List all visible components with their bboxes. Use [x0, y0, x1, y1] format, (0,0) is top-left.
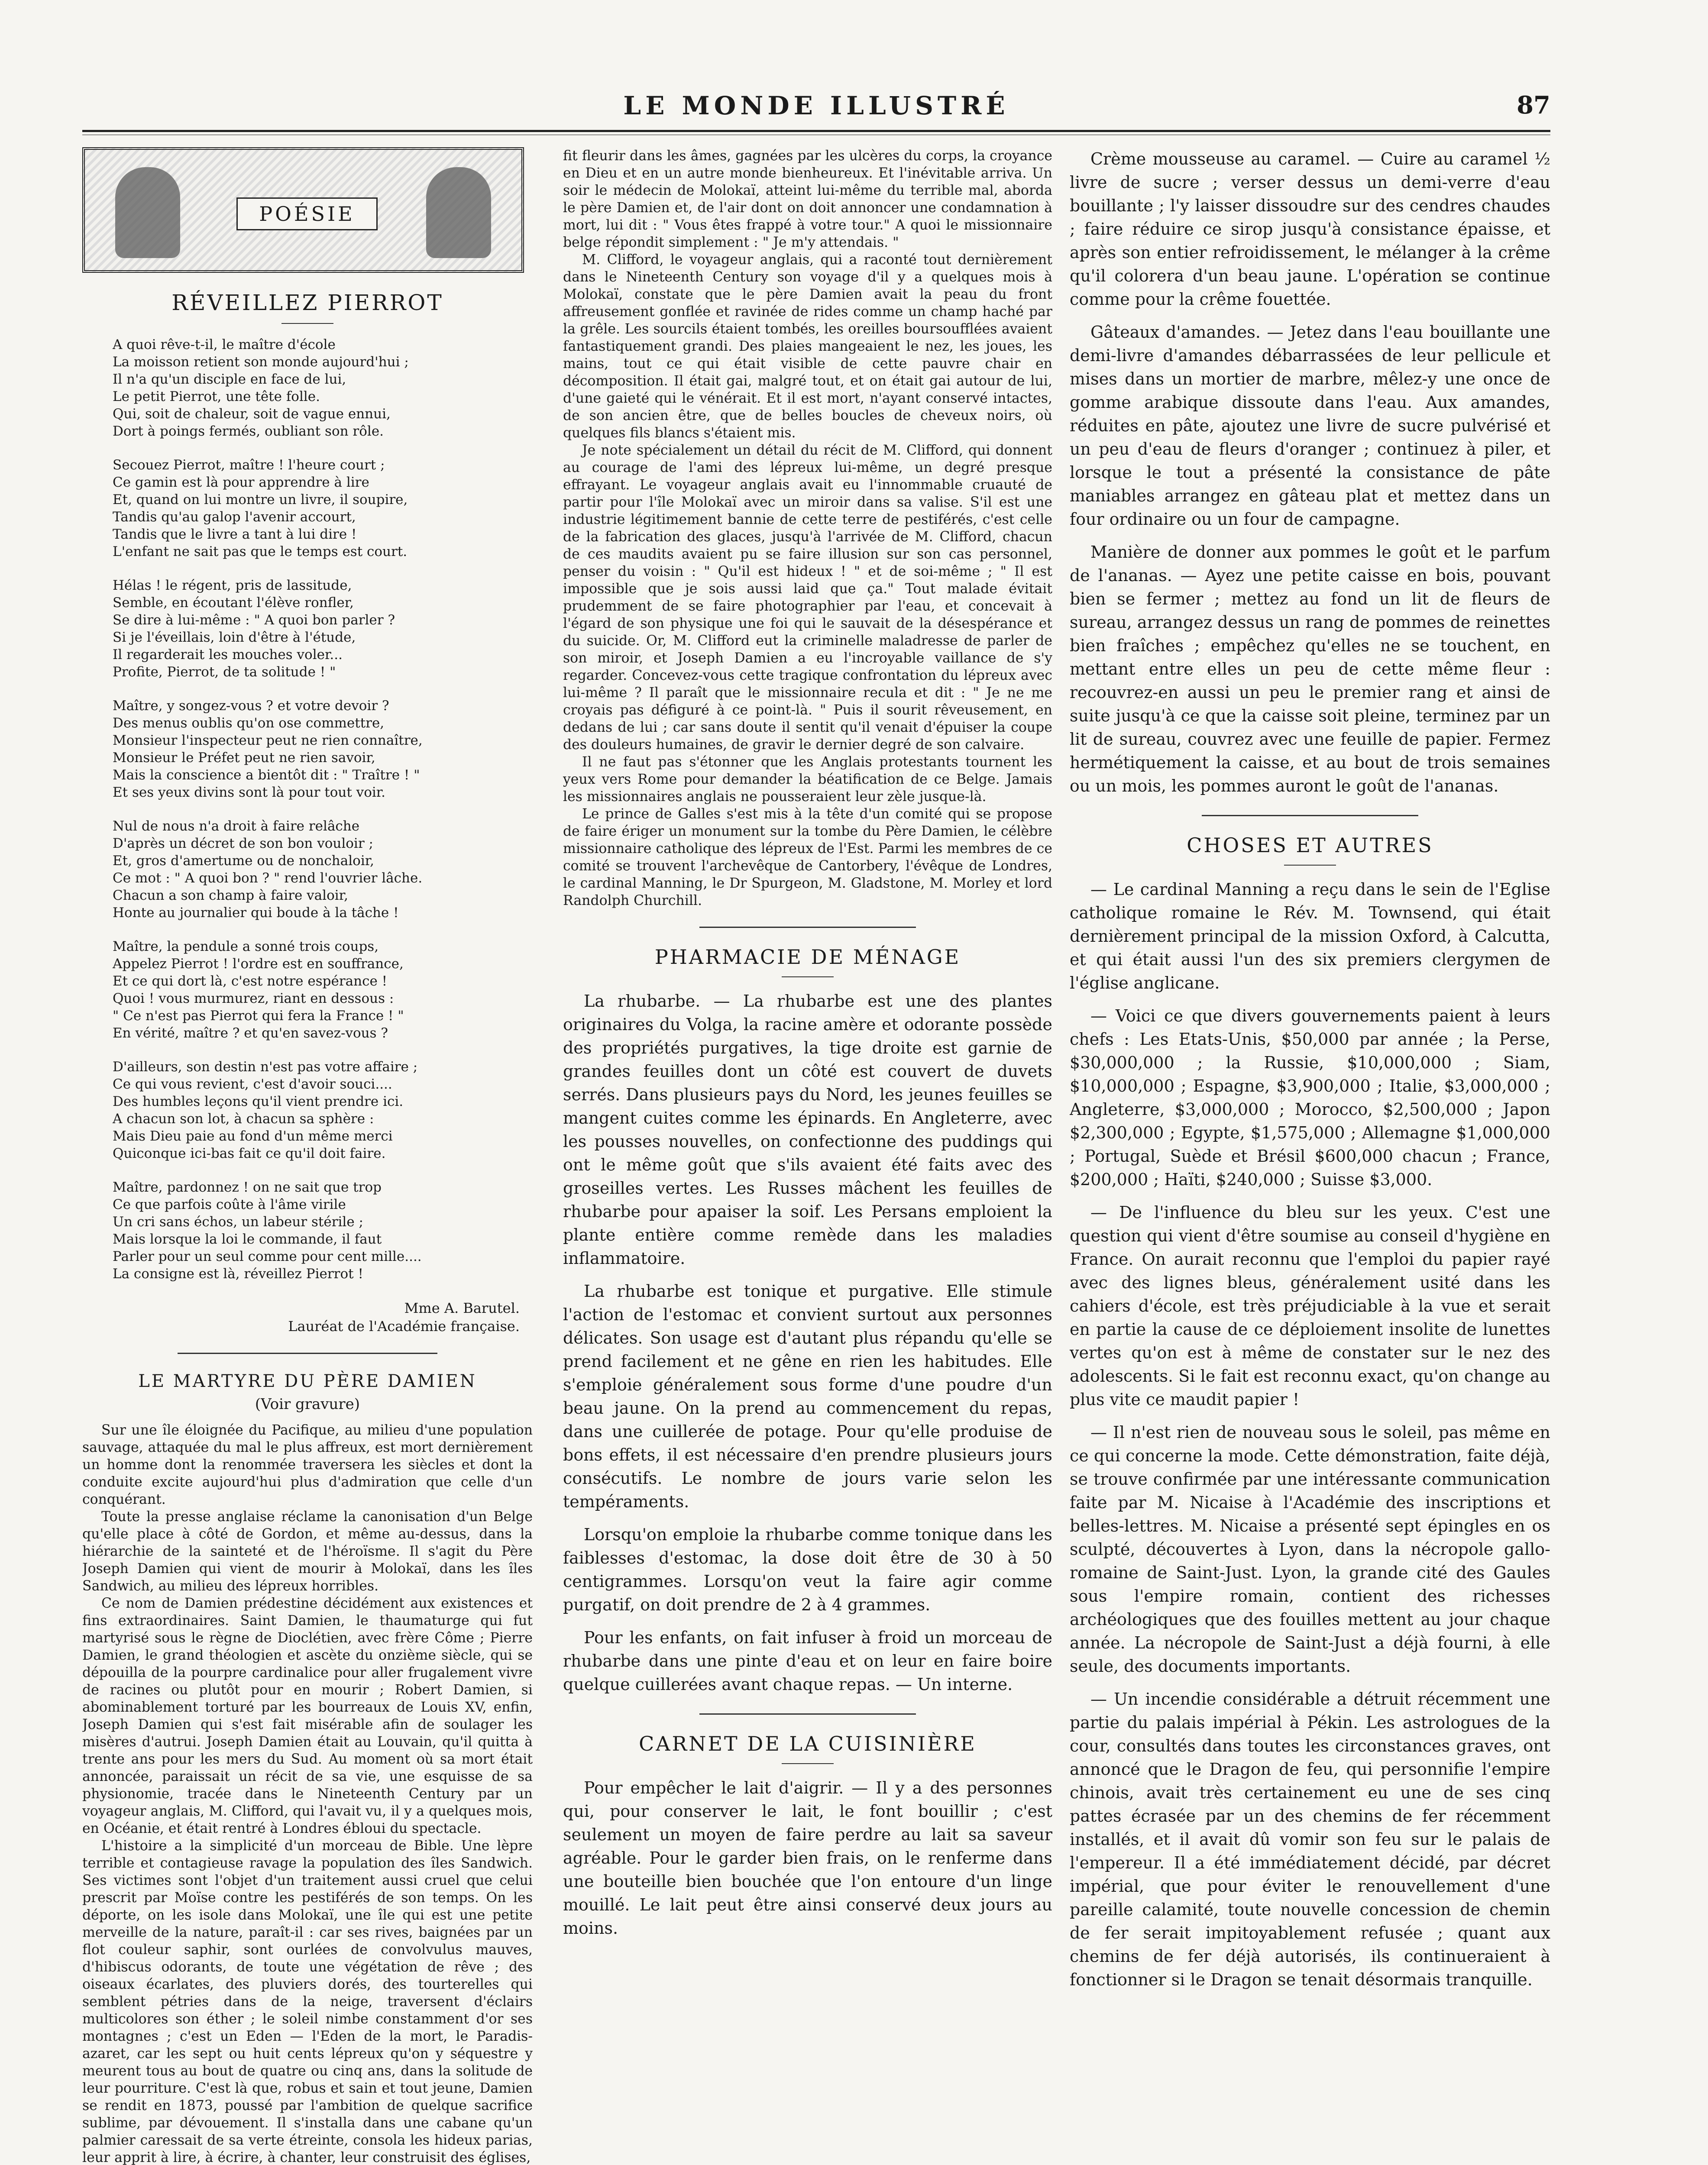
paragraph: Toute la presse anglaise réclame la canonisation d'un Belge qu'elle place à côté de Gordon, et même au-dessus, dans la hiérarchie de la sainteté et de l'héroïsme. Il s'agit du Père Joseph Damien qui vient de mourir à Molokaï, dans les îles Sandwich, au milieu des lépreux horribles. — [82, 1509, 533, 1594]
verse: Tandis qu'au galop l'avenir accourt, — [113, 509, 356, 525]
stanza — [113, 336, 533, 440]
verse: Qui, soit de chaleur, soit de vague ennui, — [113, 406, 391, 422]
poem-author: Mme A. Barutel. — [404, 1300, 520, 1316]
verse: Un cri sans échos, un labeur stérile ; — [113, 1214, 363, 1230]
verse: Ce que parfois coûte à l'âme virile — [113, 1197, 346, 1212]
running-title: LE MONDE ILLUSTRÉ — [623, 91, 1009, 120]
column-2 — [563, 147, 1052, 2165]
verse: Ce qui vous revient, c'est d'avoir souci.... — [113, 1076, 392, 1092]
page-header — [82, 87, 1550, 126]
verse: " Ce n'est pas Pierrot qui fera la France ! " — [113, 1008, 404, 1024]
verse: La moisson retient son monde aujourd'hui ; — [113, 354, 409, 370]
paragraph: — Un incendie considérable a détruit récemment une partie du palais impérial à Pékin. Les astrologues de la cour, consultés dans toutes les circonstances graves, ont annoncé que le Dragon de feu, qui personnifie l'empire chinois, avait très certainement eu une de ses cinq pattes écrasée par un des chemins de fer récemment installés, et il avait dû vomir son feu sur le palais de l'empereur. Il a été immédiatement décidé, par décret impérial, que pour éviter le renouvellement d'une pareille calamité, toute nouvelle concession de chemin de fer serait impitoyablement refusée ; quant aux chemins de fer déjà autorisés, ils continueraient à fonctionner si le Dragon se tenait désormais tranquille. — [1070, 1690, 1550, 1989]
divider — [699, 1713, 916, 1715]
stanza — [113, 456, 533, 560]
verse: Hélas ! le régent, pris de lassitude, — [113, 578, 352, 593]
verse: En vérité, maître ? et qu'en savez-vous ? — [113, 1025, 388, 1041]
section-title: PHARMACIE DE MÉNAGE — [654, 945, 961, 969]
paragraph: La rhubarbe. — La rhubarbe est une des plantes originaires du Volga, la racine amère et odorante possède des propriétés purgatives, la tige droite est garnie de grandes feuilles dont un côté est couvert de duvets serrés. Dans plusieurs pays du Nord, les jeunes feuilles se mangent cuites comme les épinards. En Angleterre, avec les pousses nouvelles, on confectionne des puddings qui ont le même goût que s'ils avaient été faits avec des groseilles vertes. Les Russes mâchent les feuilles de rhubarbe pour apaiser la soif. Les Persans emploient la plante entière comme remède dans les maladies inflammatoire. — [563, 992, 1052, 1268]
verse: Dort à poings fermés, oubliant son rôle. — [113, 423, 384, 439]
verse: Des menus oublis qu'on ose commettre, — [113, 715, 385, 731]
paragraph: — Le cardinal Manning a reçu dans le sein de l'Eglise catholique romaine le Rév. M. Townsend, qui était dernièrement principal de la mission Oxford, à Calcutta, et qui était aussi l'un des six premiers clergymen de l'église anglicane. — [1070, 880, 1550, 992]
divider — [699, 927, 916, 928]
verse: Secouez Pierrot, maître ! l'heure court ; — [113, 457, 385, 473]
verse: Mais Dieu paie au fond d'un même merci — [113, 1128, 393, 1144]
paragraph: Ce nom de Damien prédestine décidément aux existences et fins extraordinaires. Saint Damien, le thaumaturge qui fut martyrisé sous le règne de Dioclétien, avec frère Côme ; Pierre Damien, le grand théologien et ascète du onzième siècle, qui se dépouilla de la pourpre cardinalice pour aller frugalement vivre de racines ou plutôt pour en mourir ; Robert Damien, si abominablement torturé par les bourreaux de Louis XV, enfin, Joseph Damien qui s'est fait misérable afin de soulager les misères d'autrui. Joseph Damien était au Louvain, qu'il quitta à trente ans pour les mers du Sud. Au moment où sa mort était annoncée, paraissait un récit de sa vie, une esquisse de sa physionomie, tracée dans le Nineteenth Century par un voyageur anglais, M. Clifford, qui l'avait vu, il y a quelques mois, en Océanie, et était rentré à Londres ébloui du spectacle. — [82, 1596, 533, 1836]
verse: Mais lorsque la loi le commande, il faut — [113, 1231, 382, 1247]
stanza — [113, 1058, 533, 1162]
column-3 — [1070, 147, 1550, 2165]
verse: Maître, pardonnez ! on ne sait que trop — [113, 1179, 382, 1195]
section-title: CARNET DE LA CUISINIÈRE — [639, 1732, 977, 1755]
verse: Honte au journalier qui boude à la tâche ! — [113, 905, 399, 921]
seated-figure-illustration — [115, 167, 180, 258]
verse: Appelez Pierrot ! l'ordre est en souffrance, — [113, 956, 404, 972]
paragraph: Il ne faut pas s'étonner que les Anglais protestants tournent les yeux vers Rome pour demander la béatification de ce Belge. Jamais les missionnaires anglais ne pousseraient leur zèle jusque-là. — [563, 754, 1052, 805]
verse: D'après un décret de son bon vouloir ; — [113, 836, 373, 851]
verse: Et ses yeux divins sont là pour tout voir. — [113, 785, 386, 800]
verse: Monsieur le Préfet peut ne rien savoir, — [113, 750, 375, 766]
article-title: LE MARTYRE DU PÈRE DAMIEN — [138, 1371, 477, 1391]
page-number: 87 — [1517, 91, 1550, 120]
verse: Parler pour un seul comme pour cent mille.... — [113, 1249, 422, 1264]
verse: Ce mot : " A quoi bon ? " rend l'ouvrier lâche. — [113, 870, 423, 886]
verse: Maître, y songez-vous ? et votre devoir ? — [113, 698, 389, 714]
stanza — [113, 577, 533, 681]
verse: A quoi rêve-t-il, le maître d'école — [113, 337, 336, 352]
poem-body — [82, 336, 533, 1283]
verse: L'enfant ne sait pas que le temps est court. — [113, 544, 408, 559]
paragraph: L'histoire a la simplicité d'un morceau de Bible. Une lèpre terrible et contagieuse ravage la population des îles Sandwich. Ses victimes sont l'objet d'un traitement aussi cruel que celui prescrit par Moïse contre les pestiférés de son temps. On les déporte, on les isole dans Molokaï, une île qui est une petite merveille de la nature, paraît-il : car ses rives, baignées par un flot couleur saphir, sont ourlées de convolvulus mauves, d'hibiscus odorants, de toute une végétation de rêve ; des oiseaux écarlates, des pluviers dorés, des tourterelles qui semblent pétries dans de la neige, traversent d'éclairs multicolores son éther ; le soleil nimbe constamment d'or ses montagnes ; c'est un Eden — l'Eden de la mort, le Paradis-azaret, car les sept ou huit cents lépreux qu'on y séquestre y meurent tous au bout de quatre ou cinq ans, dans la solitude de leur pourriture. C'est là que, robus et sain et tout jeune, Damien se rendit en 1873, poussé par l'ambition de quelque sacrifice sublime, par dévouement. Il s'installa dans une cabane qu'un palmier caressait de sa verte étreinte, consola les hideux parias, leur apprit à lire, à écrire, à chanter, leur construisit des églises, — [82, 1838, 533, 2165]
verse: Il n'a qu'un disciple en face de lui, — [113, 372, 346, 387]
paragraph: Le prince de Galles s'est mis à la tête d'un comité qui se propose de faire ériger un monument sur la tombe du Père Damien, le célèbre missionnaire catholique des lépreux de l'Est. Parmi les membres de ce comité se trouvent l'archevêque de Cantorbery, l'évêque de Londres, le cardinal Manning, le Dr Spurgeon, M. Gladstone, M. Morley et lord Randolph Churchill. — [563, 806, 1052, 908]
verse: Tandis que le livre a tant à lui dire ! — [113, 527, 357, 542]
paragraph: — De l'influence du bleu sur les yeux. C'est une question qui vient d'être soumise au conseil d'hygiène en France. On aurait reconnu que l'emploi du papier rayé avec des lignes bleus, généralement usité dans les cahiers d'école, est très préjudiciable à la vue et serait en partie la cause de ce déploiement insolite de lunettes vertes qu'on est à même de constater sur le nez des adolescents. Si le fait est reconnu exact, qu'on change au plus vite ce maudit papier ! — [1070, 1203, 1550, 1409]
divider — [1202, 815, 1418, 816]
divider — [178, 1353, 437, 1354]
paragraph: — Voici ce que divers gouvernements paient à leurs chefs : Les Etats-Unis, $50,000 par année ; la Perse, $30,000,000 ; la Russie, $10,000,000 ; Siam, $10,000,000 ; Espagne, $3,900,000 ; Italie, $3,000,000 ; Angleterre, $3,000,000 ; Morocco, $2,500,000 ; Japon $2,300,000 ; Egypte, $1,575,000 ; Allemagne $1,000,000 ; Portugal, Suède et Brésil $600,000 chacun ; France, $200,000 ; Haïti, $240,000 ; Suisse $3,000. — [1070, 1006, 1550, 1189]
paragraph: — Il n'est rien de nouveau sous le soleil, pas même en ce qui concerne la mode. Cette démonstration, faite déjà, se trouve confirmée par une intéressante communication faite par M. Nicaise à l'Académie des inscriptions et belles-lettres. M. Nicaise a présenté sept épingles en os sculpté, découvertes à Lyon, dans la nécropole gallo-romaine de Saint-Just. Lyon, la grande cité des Gaules sous l'empire romain, contient des richesses archéologiques que des fouilles mettent au jour chaque année. La nécropole de Saint-Just a déjà fourni, à elle seule, des documents importants. — [1070, 1423, 1550, 1676]
divider — [281, 323, 333, 324]
paragraph: Crème mousseuse au caramel. — Cuire au caramel ½ livre de sucre ; verser dessus un demi-verre d'eau bouillante ; l'y laisser dissoudre sur des cendres chaudes ; faire réduire ce sirop jusqu'à consistance épaisse, et après son entier refroidissement, le mélanger à la crême qu'il colorera d'un beau jaune. L'opération se continue comme pour la crême fouettée. — [1070, 149, 1550, 309]
verse: Maître, la pendule a sonné trois coups, — [113, 939, 379, 954]
stanza — [113, 938, 533, 1042]
paragraph: fit fleurir dans les âmes, gagnées par les ulcères du corps, la croyance en Dieu et en un autre monde bienheureux. Et l'inévitable arriva. Un soir le médecin de Molokaï, atteint lui-même du terrible mal, aborda le père Damien et, de l'air dont on doit annoncer une condamnation à mort, lui dit : " Vous êtes frappé à votre tour." A quoi le missionnaire belge répondit simplement : " Je m'y attendais. " — [563, 148, 1052, 250]
verse: Nul de nous n'a droit à faire relâche — [113, 818, 360, 834]
verse: Semble, en écoutant l'élève ronfler, — [113, 595, 354, 611]
paragraph: Lorsqu'on emploie la rhubarbe comme tonique dans les faiblesses d'estomac, la dose doit être de 30 à 50 centigrammes. Lorsqu'on veut la faire agir comme purgatif, on doit prendre de 2 à 4 grammes. — [563, 1525, 1052, 1614]
banner-label: POÉSIE — [236, 197, 378, 230]
verse: Et, gros d'amertume ou de nonchaloir, — [113, 853, 375, 869]
verse: Il regarderait les mouches voler... — [113, 647, 343, 662]
verse: Quoi ! vous murmurez, riant en dessous : — [113, 991, 394, 1006]
paragraph: Sur une île éloignée du Pacifique, au milieu d'une population sauvage, attaquée du mal le plus affreux, est mort dernièrement un homme dont la renommée traversera les siècles et dont la conduite excite aujourd'hui plus d'admiration que celle d'un conquérant. — [82, 1422, 533, 1507]
verse: Mais la conscience a bientôt dit : " Traître ! " — [113, 767, 420, 783]
column-1 — [82, 147, 533, 2165]
poem-title: RÉVEILLEZ PIERROT — [171, 290, 443, 315]
poem-author-note: Lauréat de l'Académie française. — [288, 1318, 520, 1335]
verse: A chacun son lot, à chacun sa sphère : — [113, 1111, 374, 1127]
verse: Profite, Pierrot, de ta solitude ! " — [113, 664, 336, 680]
verse: Des humbles leçons qu'il vient prendre ici. — [113, 1094, 404, 1109]
stanza — [113, 1179, 533, 1283]
paragraph: Pour empêcher le lait d'aigrir. — Il y a des personnes qui, pour conserver le lait, le font bouillir ; c'est seulement un moyen de faire perdre au lait sa saveur agréable. Pour le garder bien frais, on le renferme dans une bouteille bien bouchée que l'on entoure d'un linge mouillé. Le lait peut être ainsi conservé deux jours au moins. — [563, 1778, 1052, 1938]
paragraph: Gâteaux d'amandes. — Jetez dans l'eau bouillante une demi-livre d'amandes débarrassées de leur pellicule et mises dans un mortier de marbre, mêlez-y une once de gomme arabique dissoute dans l'eau. Aux amandes, réduites en pâte, ajoutez une livre de sucre pulvérisé et un peu d'eau de fleurs d'oranger ; continuez à piler, et lorsque le tout a présenté la consistance de pâte maniables arrangez en gâteau plat et mettez dans un four ordinaire ou un four de campagne. — [1070, 323, 1550, 529]
verse: Se dire à lui-même : " A quoi bon parler ? — [113, 612, 395, 628]
paragraph: La rhubarbe est tonique et purgative. Elle stimule l'action de l'estomac et convient surtout aux personnes délicates. Son usage est d'autant plus répandu qu'elle se prend facilement et ne gêne en rien les habitudes. Elle s'emploie généralement sous forme d'une poudre d'un beau jaune. On la prend au commencement du repas, dans une cuillerée de potage. Pour qu'elle produise de bons effets, il est nécessaire d'en prendre plusieurs jours consécutifs. Le nombre de jours varie selon les tempéraments. — [563, 1282, 1052, 1511]
verse: Et, quand on lui montre un livre, il soupire, — [113, 492, 408, 507]
stanza — [113, 818, 533, 921]
paragraph: Manière de donner aux pommes le goût et le parfum de l'ananas. — Ayez une petite caisse en bois, pouvant bien se fermer ; mettez au fond un lit de fleurs de sureau, arrangez dessus un rang de pommes de reinettes bien fraîches ; empêchez qu'elles ne se touchent, en mettant entre elles un peu de cette même fleur : recouvrez-en aussi un peu le premier rang et ainsi de suite jusqu'à ce que la caisse soit pleine, terminez par un lit de sureau, couvrez avec une feuille de papier. Fermez hermétiquement la caisse, et au bout de trois semaines ou un mois, les pommes auront le goût de l'ananas. — [1070, 543, 1550, 795]
paragraph: Je note spécialement un détail du récit de M. Clifford, qui donnent au courage de l'ami des lépreux lui-même, un degré presque effrayant. Le voyageur anglais avait eu l'innommable cruauté de partir pour l'île Molokaï avec un miroir dans sa valise. S'il est une industrie légitimement bannie de cette terre de pestiférés, c'est celle de la fabrication des glaces, jusqu'à l'arrivée de M. Clifford, chacun de ces maudits avaient pu se faire illusion sur son cas personnel, penser du voisin : " Qu'il est hideux ! " et de soi-même ; " Il est impossible que je sois aussi laid que ça." Tout malade évitait prudemment de se faire photographier par l'eau, et concevait à l'égard de son physique une foi qui le sauvait de la désespérance et du suicide. Or, M. Clifford eut la criminelle maladresse de parler de son miroir, et Joseph Damien a eu l'incroyable vaillance de s'y regarder. Concevez-vous cette tragique confrontation du lépreux avec lui-même ? Il paraît que le missionnaire recula et dit : " Je ne me croyais pas défiguré à ce point-là. " Puis il sourit rêveusement, en dedans de lui ; car sans doute il sentit qu'il venait d'épuiser la coupe des douleurs humaines, de gravir le dernier degré de son calvaire. — [563, 443, 1052, 753]
verse: Monsieur l'inspecteur peut ne rien connaître, — [113, 733, 423, 748]
paragraph: Pour les enfants, on fait infuser à froid un morceau de rhubarbe dans une pinte d'eau et on leur en faire boire quelque cuillerées avant chaque repas. — Un interne. — [563, 1628, 1052, 1694]
divider — [782, 1763, 834, 1764]
paragraph: M. Clifford, le voyageur anglais, qui a raconté tout dernièrement dans le Nineteenth Century son voyage d'il y a quelques mois à Molokaï, constate que le père Damien avait la peau du front affreusement gonflée et ravinée de rides comme un champ haché par la grêle. Les sourcils étaient tombés, les oreilles boursoufflées avaient fantastiquement grandi. Des plaies mangeaient le nez, les joues, les mains, tout ce qui était visible de cette pauvre chair en décomposition. Il était gai, malgré tout, et on était gai autour de lui, d'une gaieté qui le vénérait. Et il est mort, n'ayant conservé intactes, de son ancien être, que de belles boucles de cheveux noirs, où quelques fils blancs s'étaient mis. — [563, 252, 1052, 441]
seated-figure-illustration — [426, 167, 491, 258]
verse: Si je l'éveillais, loin d'être à l'étude, — [113, 630, 356, 645]
header-rule — [82, 130, 1550, 135]
section-title: CHOSES ET AUTRES — [1187, 834, 1433, 857]
stanza — [113, 697, 533, 801]
divider — [1284, 865, 1336, 866]
verse: Ce gamin est là pour apprendre à lire — [113, 475, 369, 490]
verse: Chacun a son champ à faire valoir, — [113, 888, 348, 903]
verse: Quiconque ici-bas fait ce qu'il doit faire. — [113, 1146, 386, 1161]
article-subtitle: (Voir gravure) — [255, 1396, 360, 1413]
verse: La consigne est là, réveillez Pierrot ! — [113, 1266, 363, 1282]
divider — [782, 976, 834, 977]
poetry-banner — [82, 147, 524, 273]
verse: Et ce qui dort là, c'est notre espérance ! — [113, 973, 388, 989]
verse: Le petit Pierrot, une tête folle. — [113, 389, 320, 404]
verse: D'ailleurs, son destin n'est pas votre affaire ; — [113, 1059, 418, 1075]
